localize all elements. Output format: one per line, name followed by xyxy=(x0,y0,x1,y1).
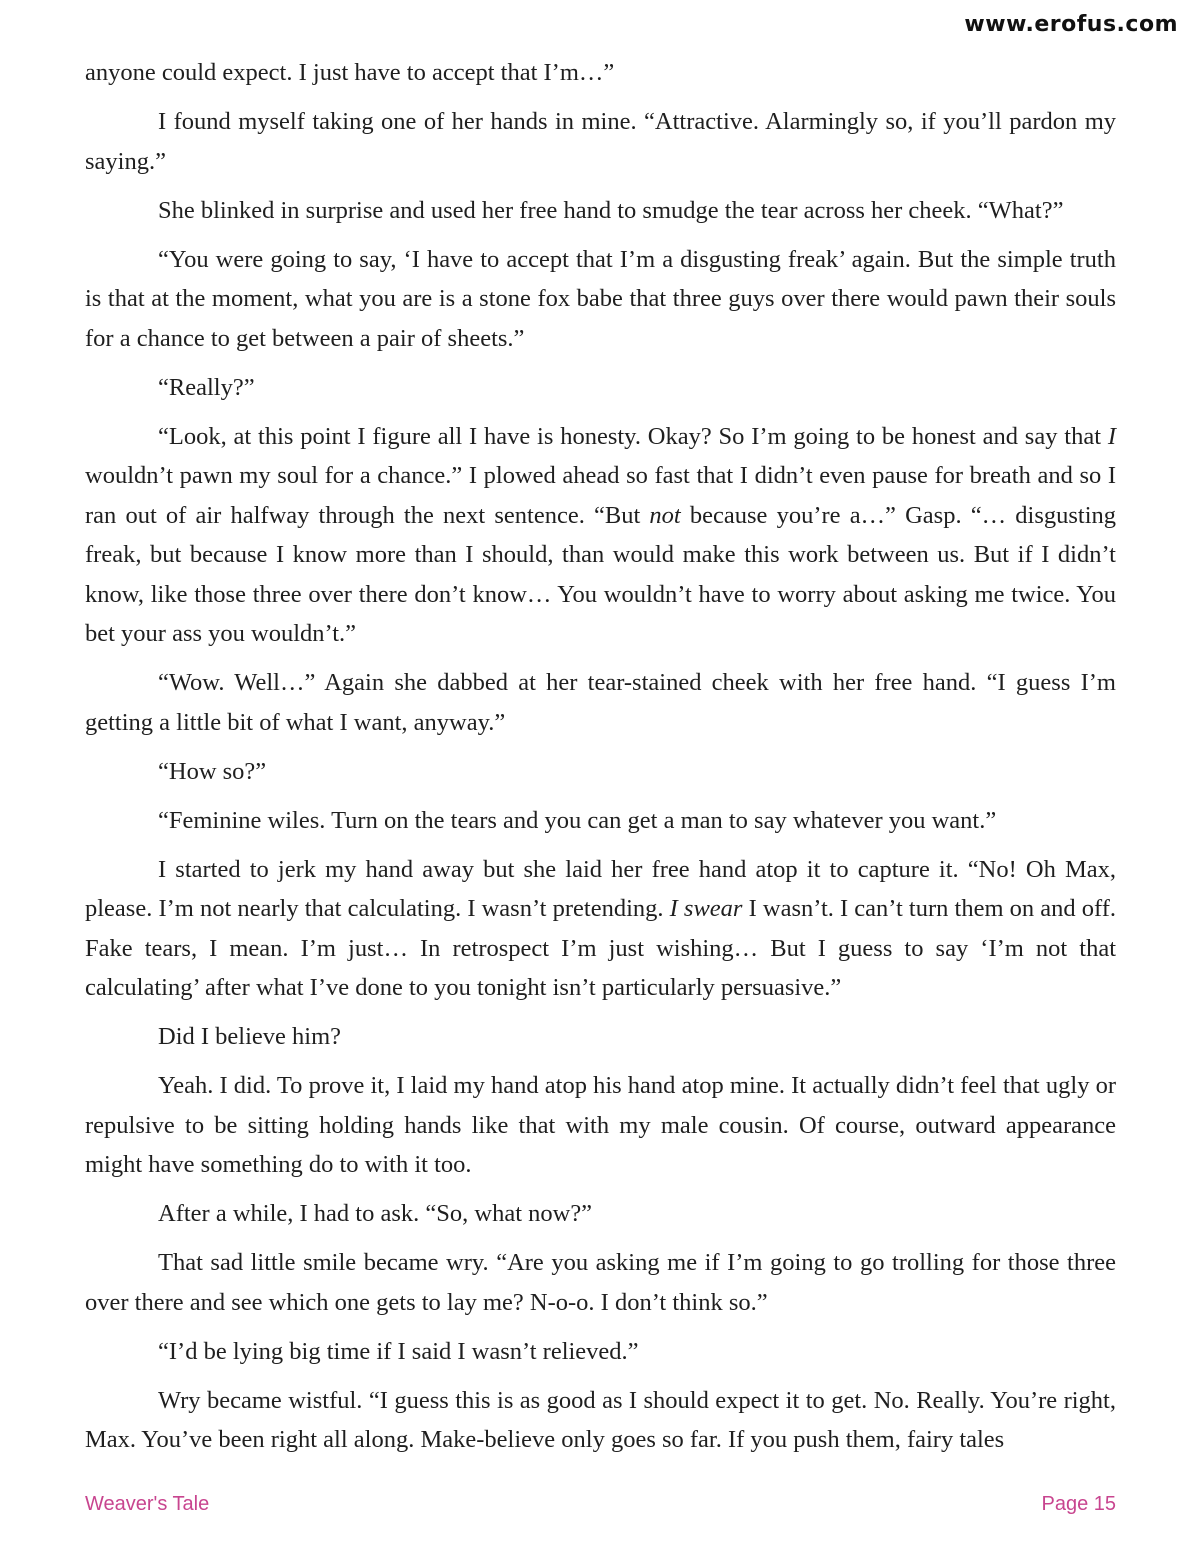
paragraph: Yeah. I did. To prove it, I laid my hand atop his hand atop mine. It actually didn’t feel that ugly or repulsive to be sitting holding hands like that with my male cousin. Of course, outward appearance might have something do to with it too. xyxy=(85,1072,1116,1178)
paragraph: anyone could expect. I just have to accept that I’m…” xyxy=(85,59,615,86)
paragraph: “Feminine wiles. Turn on the tears and you can get a man to say whatever you want.” xyxy=(158,806,997,834)
book-title: Weaver's Tale xyxy=(85,1493,210,1515)
paragraph xyxy=(85,850,1116,1008)
paragraph-text: “Look, at this point I figure all I have is honesty. Okay? So I’m going to be honest and say that xyxy=(158,422,1108,450)
paragraph: Wry became wistful. “I guess this is as good as I should expect it to get. No. Really. You’re right, Max. You’ve been right all along. Make-believe only goes so far. If you push them, fairy tales xyxy=(85,1386,1116,1453)
page-footer xyxy=(85,1493,1116,1516)
paragraph: “Really?” xyxy=(158,373,255,401)
page-number: Page 15 xyxy=(1041,1493,1116,1515)
emphasis-text: I swear xyxy=(669,895,743,922)
paragraph: She blinked in surprise and used her free hand to smudge the tear across her cheek. “What?” xyxy=(158,196,1064,224)
paragraph: That sad little smile became wry. “Are you asking me if I’m going to go trolling for those three over there and see which one gets to lay me? N-o-o. I don’t think so.” xyxy=(85,1249,1116,1316)
paragraph: “How so?” xyxy=(158,757,267,785)
paragraph: I found myself taking one of her hands in mine. “Attractive. Alarmingly so, if you’ll pardon my saying.” xyxy=(85,108,1116,175)
page-body xyxy=(85,53,1116,1469)
paragraph: “I’d be lying big time if I said I wasn’t relieved.” xyxy=(158,1337,639,1365)
paragraph-text: I wasn’t. I can’t turn them on and off. Fake tears, I mean. I’m just… In retrospect I’m just wishing… But I guess to say ‘I’m not that calculating’ after what I’ve done to you tonight isn’t particularly persuasive.” xyxy=(85,895,1117,1001)
paragraph xyxy=(85,417,1116,654)
paragraph: After a while, I had to ask. “So, what now?” xyxy=(158,1200,593,1227)
emphasis-text: I xyxy=(1107,422,1116,450)
watermark: www.erofus.com xyxy=(964,12,1178,37)
paragraph-text: because you’re a…” Gasp. “… disgusting freak, but because I know more than I should, than would make this work between us. But if I didn’t know, like those three over there don’t know… You wouldn’t have to worry about asking me twice. You bet your ass you wouldn’t.” xyxy=(85,501,1117,647)
paragraph: Did I believe him? xyxy=(158,1023,342,1050)
paragraph-text: I started to jerk my hand away but she laid her free hand atop it to capture it. “No! Oh Max, please. I’m not nearly that calculating. I wasn’t pretending. xyxy=(85,855,1116,922)
paragraph: “Wow. Well…” Again she dabbed at her tear-stained cheek with her free hand. “I guess I’m getting a little bit of what I want, anyway.” xyxy=(85,669,1116,736)
paragraph: “You were going to say, ‘I have to accept that I’m a disgusting freak’ again. But the simple truth is that at the moment, what you are is a stone fox babe that three guys over there would pawn their souls for a chance to get between a pair of sheets.” xyxy=(85,245,1116,352)
paragraph-text: wouldn’t pawn my soul for a chance.” I plowed ahead so fast that I didn’t even pause for breath and so I ran out of air halfway through the next sentence. “But xyxy=(85,462,1116,529)
emphasis-text: not xyxy=(649,501,681,529)
